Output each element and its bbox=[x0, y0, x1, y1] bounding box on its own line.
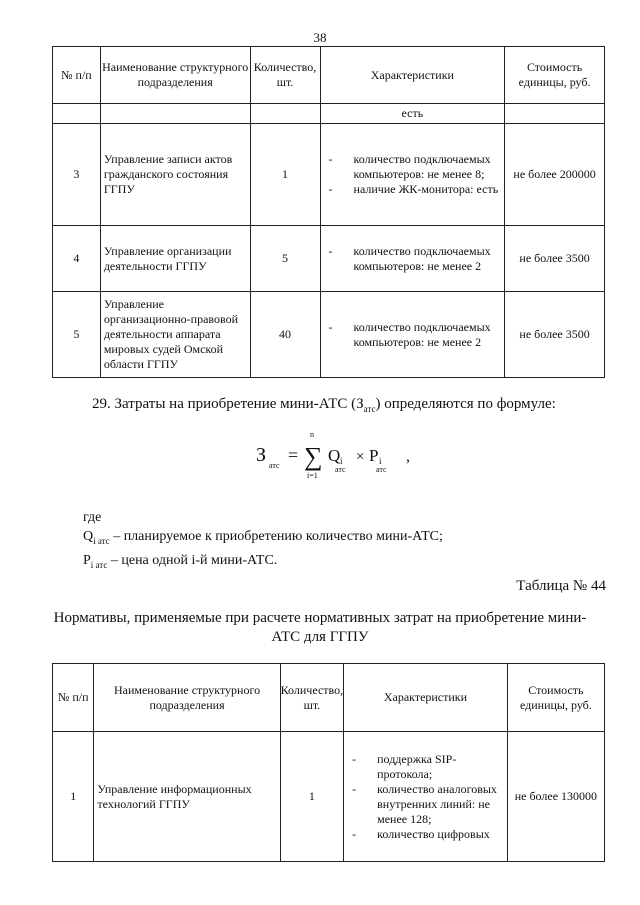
characteristic-item: - поддержка SIP-протокола; bbox=[344, 752, 507, 782]
formula-p: P bbox=[369, 446, 379, 465]
header-number: № п/п bbox=[53, 664, 94, 732]
table-row bbox=[53, 104, 605, 124]
characteristic-item: - количество цифровых bbox=[344, 827, 507, 842]
row-department: Управление организационно-правовой деятельности аппарата мировых судей Омской области ГГПУ bbox=[100, 292, 250, 378]
characteristic-item: - количество подключаемых компьютеров: не менее 2 bbox=[321, 244, 505, 274]
row-characteristics bbox=[320, 226, 505, 292]
header-department: Наименование структурного подразделения bbox=[94, 664, 280, 732]
q-symbol: Q bbox=[83, 529, 94, 544]
cost-formula bbox=[256, 428, 426, 488]
equipment-table-continued bbox=[52, 46, 605, 378]
row-department: Управление записи актов гражданского состояния ГГПУ bbox=[100, 124, 250, 226]
row-number: 1 bbox=[53, 732, 94, 862]
q-text: – планируемое к приобретению количество мини-АТС; bbox=[109, 529, 443, 544]
header-price: Стоимость единицы, руб. bbox=[507, 664, 604, 732]
formula-q-subscript: атс bbox=[335, 465, 346, 474]
table-caption: Нормативы, применяемые при расчете нормативных затрат на приобретение мини-АТС для ГГПУ bbox=[53, 610, 587, 645]
q-subscript: i атс bbox=[93, 535, 110, 546]
sum-icon: ∑ bbox=[304, 442, 323, 471]
p-definition bbox=[83, 551, 443, 575]
table-row bbox=[53, 732, 605, 862]
p-symbol: P bbox=[83, 552, 91, 568]
row-characteristics bbox=[320, 124, 505, 226]
page-number: 38 bbox=[313, 30, 327, 45]
header-quantity: Количество, шт. bbox=[280, 664, 343, 732]
continuation-cell: есть bbox=[320, 104, 505, 124]
formula-times: × bbox=[356, 449, 365, 465]
row-quantity: 1 bbox=[250, 124, 320, 226]
table-header-row bbox=[53, 664, 605, 732]
p-subscript: i атс bbox=[90, 559, 108, 570]
row-quantity: 40 bbox=[250, 292, 320, 378]
formula-comma: , bbox=[406, 448, 410, 465]
characteristic-item: - количество подключаемых компьютеров: не менее 8; bbox=[321, 152, 505, 182]
row-quantity: 5 bbox=[250, 226, 320, 292]
formula-sum-upper: n bbox=[310, 430, 314, 439]
header-price: Стоимость единицы, руб. bbox=[505, 47, 605, 104]
mini-ats-norms-table bbox=[52, 663, 605, 862]
formula-sum-lower: i=1 bbox=[307, 471, 318, 480]
header-characteristics: Характеристики bbox=[344, 664, 508, 732]
header-quantity: Количество, шт. bbox=[250, 47, 320, 104]
row-number: 4 bbox=[53, 226, 101, 292]
paragraph-29 bbox=[92, 396, 556, 414]
row-quantity: 1 bbox=[280, 732, 343, 862]
formula-lhs: З bbox=[256, 444, 267, 466]
header-department: Наименование структурного подразделения bbox=[100, 47, 250, 104]
formula-equals: = bbox=[288, 445, 299, 465]
paragraph-text-end: ) определяются по формуле: bbox=[375, 396, 556, 412]
table-row bbox=[53, 292, 605, 378]
p-text: – цена одной i-й мини-АТС. bbox=[107, 552, 278, 568]
characteristic-item: - количество подключаемых компьютеров: не менее 2 bbox=[321, 320, 505, 350]
formula-q: Q bbox=[328, 446, 341, 465]
formula-lhs-subscript: атс bbox=[269, 461, 280, 470]
paragraph-subscript: атс bbox=[363, 404, 376, 414]
table-row bbox=[53, 226, 605, 292]
row-price: не более 200000 bbox=[505, 124, 605, 226]
row-price: не более 3500 bbox=[505, 292, 605, 378]
table-number: Таблица № 44 bbox=[516, 578, 606, 594]
characteristic-item: - количество аналоговых внутренних линий: не менее 128; bbox=[344, 782, 507, 827]
table-row bbox=[53, 124, 605, 226]
row-price: не более 3500 bbox=[505, 226, 605, 292]
header-number: № п/п bbox=[53, 47, 101, 104]
formula-p-subscript: атс bbox=[376, 465, 387, 474]
formula-legend bbox=[83, 508, 443, 575]
table-header-row bbox=[53, 47, 605, 104]
paragraph-text: 29. Затраты на приобретение мини-АТС (З bbox=[92, 396, 364, 412]
row-department: Управление информационных технологий ГГПУ bbox=[94, 732, 280, 862]
row-characteristics bbox=[344, 732, 508, 862]
row-characteristics bbox=[320, 292, 505, 378]
q-definition bbox=[83, 527, 443, 551]
header-characteristics: Характеристики bbox=[320, 47, 505, 104]
where-word: где bbox=[83, 510, 102, 525]
formula-q-index: i bbox=[340, 456, 343, 466]
characteristic-item: - наличие ЖК-монитора: есть bbox=[321, 182, 505, 197]
row-price: не более 130000 bbox=[507, 732, 604, 862]
row-number: 3 bbox=[53, 124, 101, 226]
formula-p-index: i bbox=[379, 456, 382, 466]
row-number: 5 bbox=[53, 292, 101, 378]
row-department: Управление организации деятельности ГГПУ bbox=[100, 226, 250, 292]
